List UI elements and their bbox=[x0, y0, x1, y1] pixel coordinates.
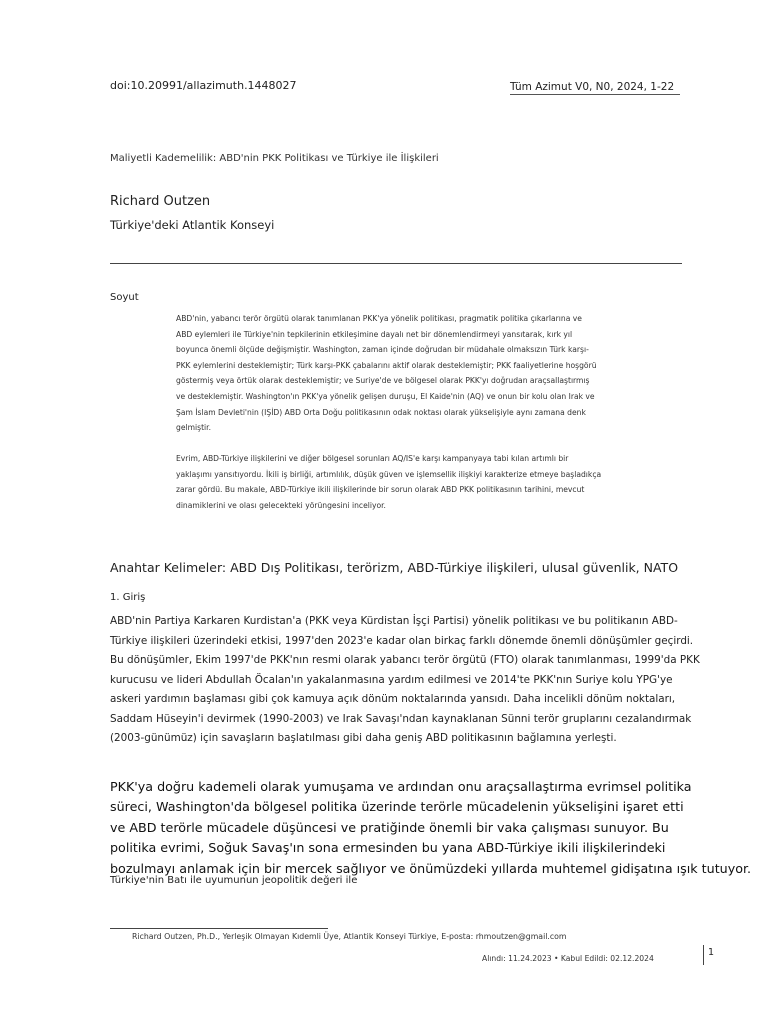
keywords: Anahtar Kelimeler: ABD Dış Politikası, terörizm, ABD-Türkiye ilişkileri, ulusal güvenlik, NATO bbox=[110, 560, 679, 575]
page-number: 1 bbox=[708, 947, 715, 958]
doi-link[interactable]: doi:10.20991/allazimuth.1448027 bbox=[110, 79, 297, 92]
abstract-line: PKK eylemlerini desteklemiştir; Türk karşı-PKK çabalarını aktif olarak desteklemiştir; PKK faaliyetlerine hoşgörü bbox=[176, 360, 597, 370]
paper-title: Maliyetli Kademelilik: ABD'nin PKK Politikası ve Türkiye ile İlişkileri bbox=[110, 153, 439, 164]
footnote: Richard Outzen, Ph.D., Yerleşik Olmayan Kıdemli Üye, Atlantik Konseyi Türkiye, E-posta: rhmoutzen@gmail.com bbox=[132, 932, 567, 941]
body-line: ve ABD terörle mücadele düşüncesi ve pratiğinde önemli bir vaka çalışması sunuyor. Bu bbox=[110, 819, 669, 835]
abstract-line: Evrim, ABD-Türkiye ilişkilerini ve diğer bölgesel sorunları AQ/IS'e karşı kampanyaya tabi kılan artımlı bir bbox=[176, 454, 569, 463]
footnote-rule bbox=[110, 928, 328, 929]
page-number-bar bbox=[703, 945, 704, 965]
trailing-line: Türkiye'nin Batı ile uyumunun jeopolitik değeri ile bbox=[110, 875, 358, 886]
body-line: Bu dönüşümler, Ekim 1997'de PKK'nın resmi olarak yabancı terör örgütü (FTO) olarak tanımlanması, 1999'da PKK bbox=[110, 654, 700, 666]
body-line: politika evrimi, Soğuk Savaş'ın sona ermesinden bu yana ABD-Türkiye ikili ilişkilerindeki bbox=[110, 840, 666, 856]
body-line: Saddam Hüseyin'i devirmek (1990-2003) ve Irak Savaşı'ndan kaynaklanan Sünni terör gruplarını cezalandırmak bbox=[110, 712, 692, 725]
body-line: kurucusu ve lideri Abdullah Öcalan'ın yakalanmasına yardım edilmesi ve 2014'te PKK'nın Suriye kolu YPG'ye bbox=[110, 673, 673, 686]
abstract-line: boyunca önemli ölçüde değişmiştir. Washington, zaman içinde doğrudan bir müdahale olmaksızın Türk karşı- bbox=[176, 345, 589, 355]
body-line: Türkiye ilişkileri üzerindeki etkisi, 1997'den 2023'e kadar olan birkaç farklı dönemde önemli dönüşümler geçirdi. bbox=[110, 634, 694, 647]
received-accepted-dates: Alındı: 11.24.2023 • Kabul Edildi: 02.12.2024 bbox=[482, 954, 654, 963]
abstract-line: dinamiklerini ve olası gelecekteki yörüngesini inceliyor. bbox=[176, 500, 386, 510]
journal-citation: Tüm Azimut V0, N0, 2024, 1-22 bbox=[510, 81, 675, 93]
abstract-line: Şam İslam Devleti'nin (IŞİD) ABD Orta Doğu politikasının odak noktası olarak yükselişiyle aynı zamana denk bbox=[176, 407, 586, 417]
abstract-line: ABD'nin, yabancı terör örgütü olarak tanımlanan PKK'ya yönelik politikası, pragmatik politika çıkarlarına ve bbox=[176, 314, 582, 323]
abstract-line: ve desteklemiştir. Washington'ın PKK'ya yönelik gelişen duruşu, El Kaide'nin (AQ) ve onun bir kolu olan Irak ve bbox=[176, 391, 595, 401]
header-rule bbox=[510, 94, 680, 95]
abstract-paragraph-1 bbox=[176, 311, 632, 436]
abstract-paragraph-2 bbox=[176, 451, 632, 513]
abstract-line: gelmiştir. bbox=[176, 423, 211, 433]
intro-paragraph-1 bbox=[110, 612, 700, 749]
abstract-line: göstermiş veya örtük olarak desteklemiştir; ve Suriye'de ve bölgesel olarak PKK'yı doğrudan araçsallaştırmış bbox=[176, 376, 590, 386]
author-affiliation: Türkiye'deki Atlantik Konseyi bbox=[110, 218, 275, 232]
body-line: ABD'nin Partiya Karkaren Kurdistan'a (PKK veya Kürdistan İşçi Partisi) yönelik politikası ve bu politikanın ABD- bbox=[110, 615, 678, 627]
body-line: PKK'ya doğru kademeli olarak yumuşama ve ardından onu araçsallaştırma evrimsel politika bbox=[110, 779, 692, 794]
body-line: askeri yardımın başlaması gibi çok kamuya açık dönüm noktalarında yansıdı. Daha incelikli dönüm noktaları, bbox=[110, 693, 676, 705]
abstract-heading: Soyut bbox=[110, 292, 139, 303]
abstract-line: zarar gördü. Bu makale, ABD-Türkiye ikili ilişkilerinde bir sorun olarak ABD PKK politikasının tarihini, mevcut bbox=[176, 485, 585, 495]
intro-paragraph-2 bbox=[110, 777, 752, 879]
title-divider bbox=[110, 263, 682, 264]
body-line: süreci, Washington'da bölgesel politika üzerinde terörle mücadelenin yükselişini işaret etti bbox=[110, 799, 684, 815]
section-heading-intro: 1. Giriş bbox=[110, 592, 146, 603]
abstract-line: ABD eylemleri ile Türkiye'nin tepkilerinin etkileşimine dayalı net bir dönemlendirmeyi yansıtarak, kırk yıl bbox=[176, 329, 573, 339]
body-line: (2003-günümüz) için savaşların başlatılması gibi daha geniş ABD politikasının bağlamına yerleşti. bbox=[110, 732, 617, 744]
author-name: Richard Outzen bbox=[110, 194, 211, 209]
body-line: bozulmayı anlamak için bir mercek sağlıyor ve önümüzdeki yıllarda muhtemel gidişatına ışık tutuyor. bbox=[110, 860, 752, 876]
abstract-line: yaklaşımı yansıtıyordu. İkili iş birliği, artımlılık, düşük güven ve işlemsellik ilişkiyi karakterize etmeye başladıkça bbox=[176, 469, 602, 479]
